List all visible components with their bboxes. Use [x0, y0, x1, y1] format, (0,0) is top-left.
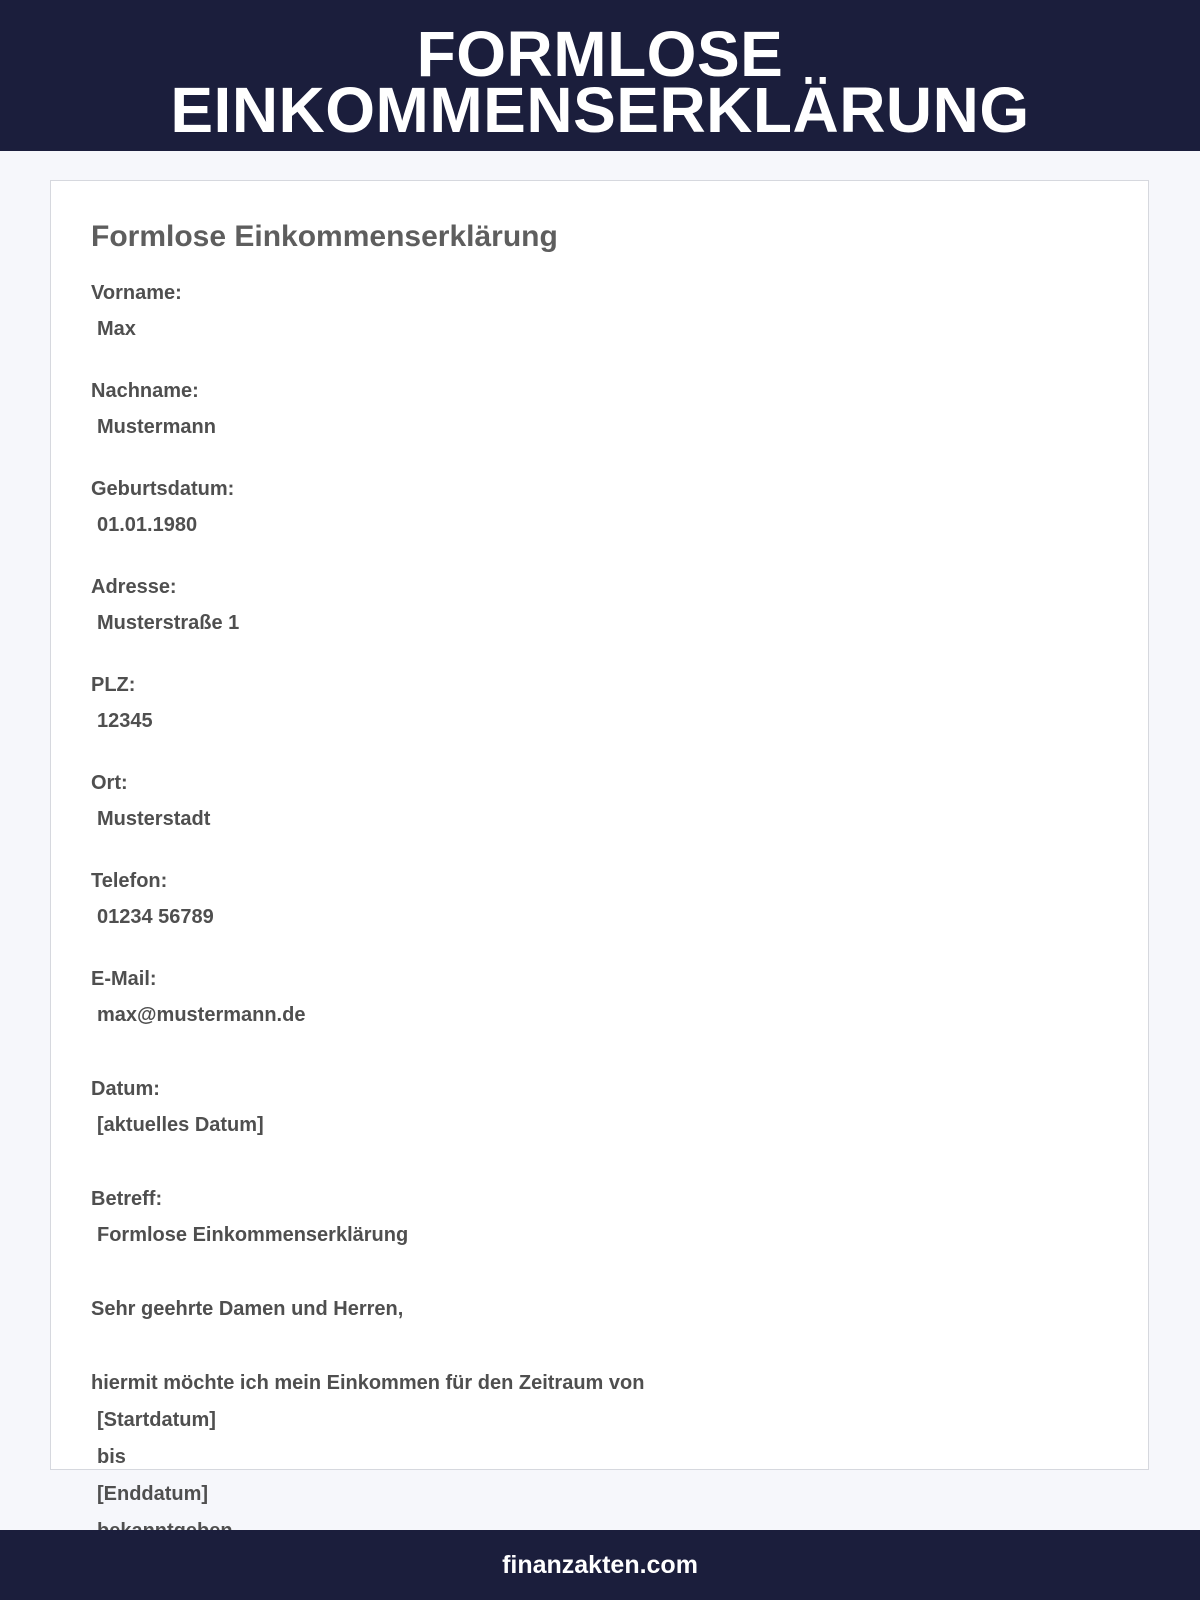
- spacer: [91, 1321, 1108, 1371]
- document-card: [50, 180, 1149, 1505]
- spacer: [91, 1027, 1108, 1077]
- field-email: [91, 967, 1108, 1027]
- field-label: Betreff:: [91, 1188, 163, 1210]
- start-date-placeholder: [Startdatum]: [97, 1409, 216, 1431]
- field-label: Telefon:: [91, 870, 168, 892]
- field-nachname: [91, 379, 1108, 439]
- field-adresse: [91, 575, 1108, 635]
- field-value: Max: [97, 318, 136, 340]
- spacer: [91, 537, 1108, 575]
- field-value: max@mustermann.de: [97, 1004, 306, 1026]
- spacer: [91, 1137, 1108, 1187]
- field-value: Musterstraße 1: [97, 612, 240, 634]
- field-value: Formlose Einkommenserklärung: [97, 1224, 409, 1246]
- field-value: [aktuelles Datum]: [97, 1114, 264, 1136]
- field-label: Datum:: [91, 1078, 160, 1100]
- spacer: [91, 439, 1108, 477]
- field-label: Vorname:: [91, 282, 182, 304]
- banner-title-line-1: FORMLOSE: [416, 18, 784, 90]
- body-connector: bis: [97, 1446, 126, 1468]
- page-banner: [0, 0, 1200, 151]
- footer-site-link[interactable]: finanzakten.com: [502, 1551, 698, 1579]
- field-betreff: [91, 1187, 1108, 1247]
- field-label: E-Mail:: [91, 968, 157, 990]
- end-date-placeholder: [Enddatum]: [97, 1483, 209, 1505]
- body-intro: hiermit möchte ich mein Einkommen für den Zeitraum von: [91, 1372, 645, 1394]
- field-label: Ort:: [91, 772, 128, 794]
- field-ort: [91, 771, 1108, 831]
- page-footer: [0, 1530, 1200, 1600]
- field-value: 01.01.1980: [97, 514, 198, 536]
- field-value: Mustermann: [97, 416, 216, 438]
- field-telefon: [91, 869, 1108, 929]
- spacer: [91, 831, 1108, 869]
- spacer: [91, 1247, 1108, 1297]
- document-title: Formlose Einkommenserklärung: [91, 220, 558, 253]
- spacer: [91, 635, 1108, 673]
- field-label: PLZ:: [91, 674, 136, 696]
- spacer: [91, 929, 1108, 967]
- spacer: [91, 733, 1108, 771]
- banner-title-line-2: EINKOMMENSERKLÄRUNG: [170, 74, 1030, 146]
- field-datum: [91, 1077, 1108, 1137]
- salutation: Sehr geehrte Damen und Herren,: [91, 1298, 404, 1320]
- field-label: Adresse:: [91, 576, 177, 598]
- field-value: 01234 56789: [97, 906, 214, 928]
- field-geburtsdatum: [91, 477, 1108, 537]
- field-label: Geburtsdatum:: [91, 478, 235, 500]
- field-value: Musterstadt: [97, 808, 211, 830]
- field-value: 12345: [97, 710, 153, 732]
- field-vorname: [91, 281, 1108, 341]
- spacer: [91, 341, 1108, 379]
- field-label: Nachname:: [91, 380, 199, 402]
- field-plz: [91, 673, 1108, 733]
